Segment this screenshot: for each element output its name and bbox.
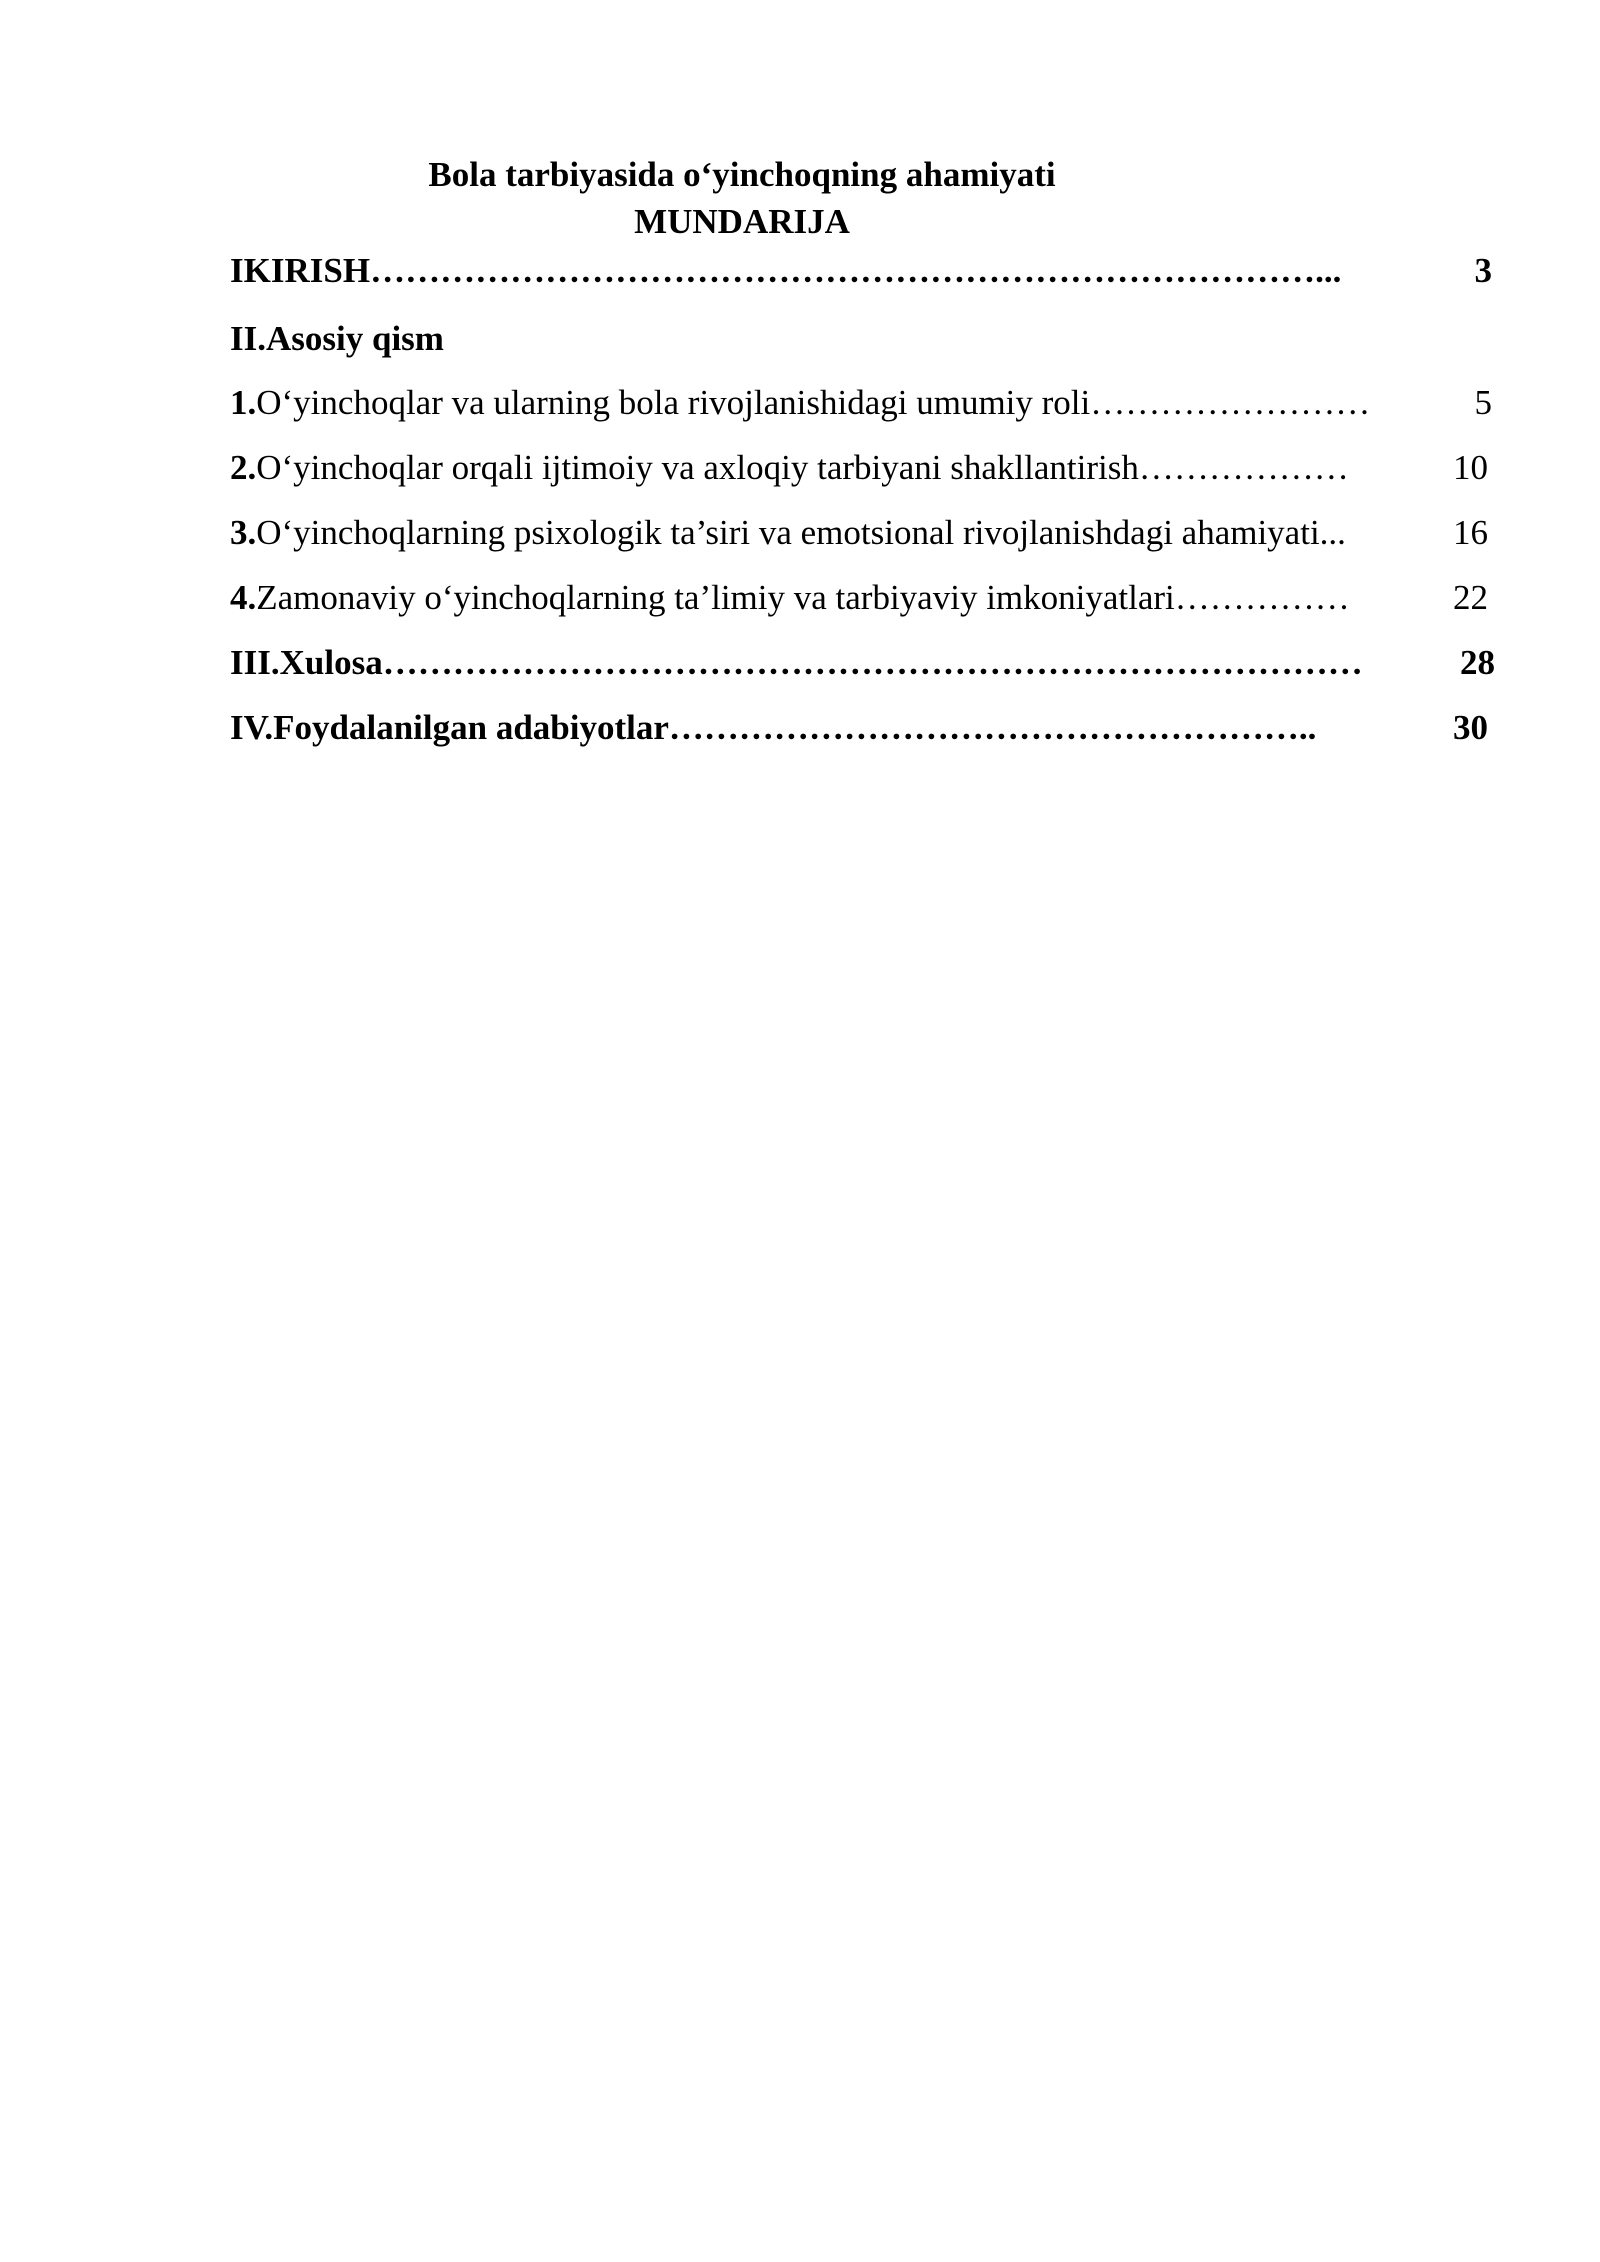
toc-entry-intro[interactable] <box>230 250 1492 292</box>
toc-entry-number: 1. <box>230 383 257 422</box>
toc-page-number: 28 <box>1460 643 1495 682</box>
toc-page-number: 3 <box>1474 251 1492 290</box>
toc-entry-2[interactable] <box>230 447 1488 489</box>
toc-page-number: 30 <box>1453 708 1488 747</box>
toc-entry-number: 4. <box>230 578 257 617</box>
toc-page-number: 5 <box>1474 383 1492 422</box>
toc-leader-dots: …………… <box>1174 578 1350 617</box>
toc-leader-dots: ……………………………………………….. <box>668 708 1317 747</box>
toc-entry-label: IKIRISH <box>230 251 371 290</box>
toc-leader-dots: ... <box>1319 513 1346 552</box>
toc-entry-4[interactable] <box>230 577 1488 619</box>
toc-leader-dots: ………………………………………………………………………… <box>382 643 1363 682</box>
toc-page-number: 10 <box>1453 448 1488 487</box>
toc-leader-dots: …………………… <box>1090 383 1371 422</box>
toc-entry-conclusion[interactable] <box>230 642 1495 684</box>
toc-entry-label: O‘yinchoqlar orqali ijtimoiy va axloqiy tarbiyani shakllantirish <box>256 448 1139 487</box>
toc-entry-1[interactable] <box>230 382 1492 424</box>
toc-entry-label: IV.Foydalanilgan adabiyotlar <box>230 708 669 747</box>
toc-entry-label: O‘yinchoqlar va ularning bola rivojlanishidagi umumiy roli <box>256 383 1091 422</box>
toc-leader-dots: ………………………………………………………………………... <box>370 251 1342 290</box>
toc-entry-label: O‘yinchoqlarning psixologik ta’siri va emotsional rivojlanishdagi ahamiyati <box>256 513 1320 552</box>
document-title: Bola tarbiyasida o‘yinchoqning ahamiyati <box>428 155 1056 194</box>
toc-section-heading <box>230 318 1492 360</box>
toc-page-number: 22 <box>1453 578 1488 617</box>
toc-page-number: 16 <box>1453 513 1488 552</box>
toc-entry-label: Zamonaviy o‘yinchoqlarning ta’limiy va tarbiyaviy imkoniyatlari <box>256 578 1175 617</box>
toc-entry-number: 3. <box>230 513 257 552</box>
toc-leader-dots: ……………… <box>1138 448 1349 487</box>
toc-entry-3[interactable] <box>230 512 1488 554</box>
toc-entry-references[interactable] <box>230 707 1488 749</box>
toc-section-label: II.Asosiy qism <box>230 319 444 358</box>
toc-entry-number: 2. <box>230 448 257 487</box>
toc-entry-label: III.Xulosa <box>230 643 383 682</box>
table-of-contents-heading: MUNDARIJA <box>634 202 850 241</box>
